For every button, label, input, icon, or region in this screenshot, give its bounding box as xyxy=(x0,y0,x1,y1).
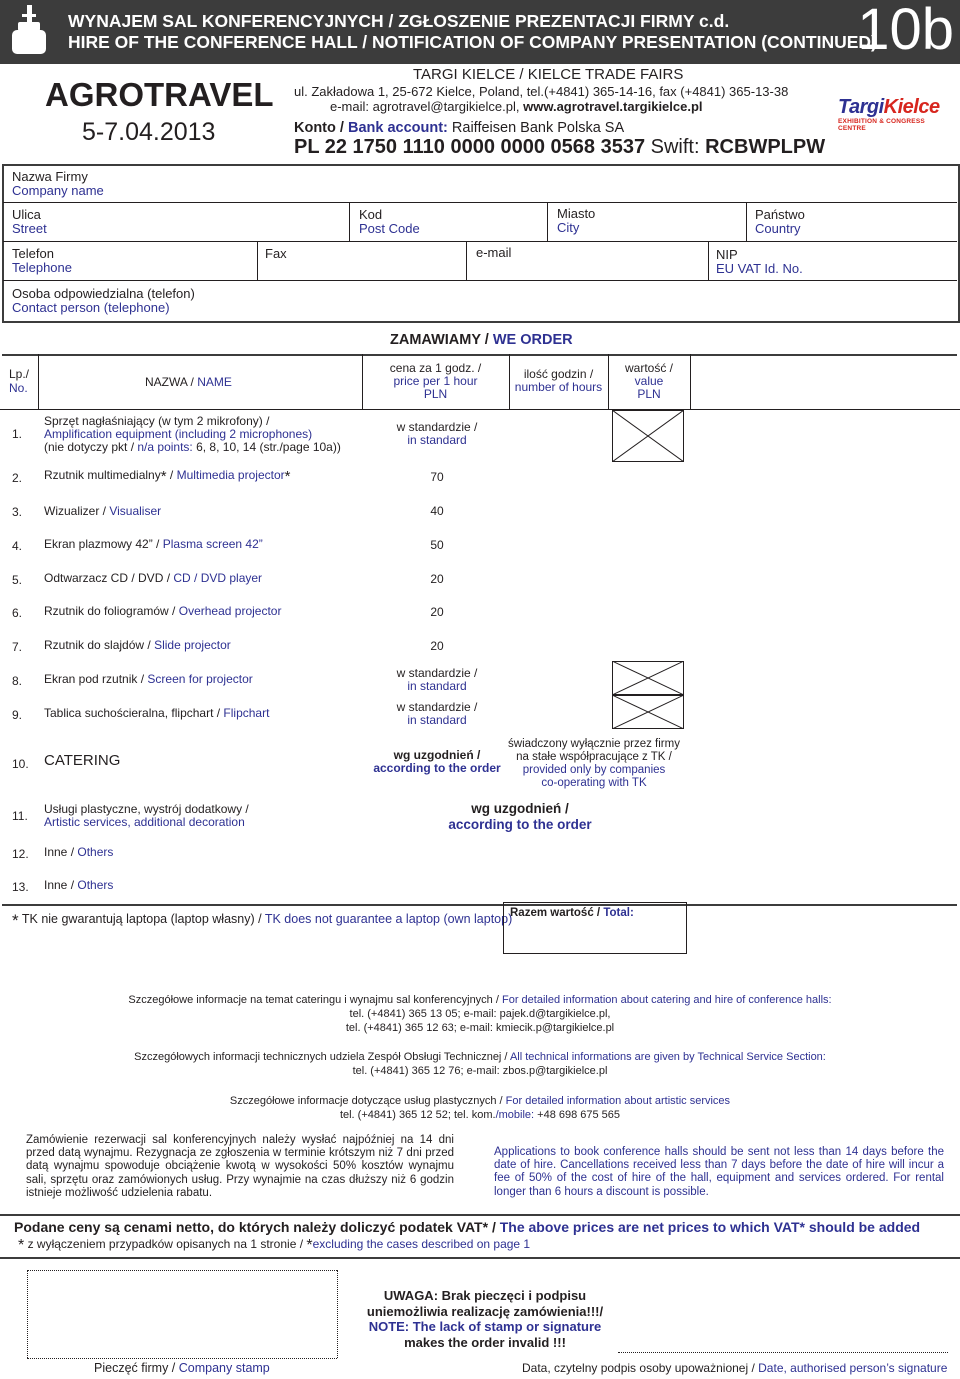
stamp-border xyxy=(337,1270,338,1358)
organizer-address: ul. Zakładowa 1, 25-672 Kielce, Poland, tel.(+4841) 365-14-16, fax (+4841) 365-13-38 xyxy=(294,84,789,99)
row-number: 4. xyxy=(12,539,23,553)
divider xyxy=(746,202,747,241)
row-price: wg uzgodnień / according to the order xyxy=(448,801,592,832)
organizer-contact xyxy=(330,99,703,114)
total-label: Razem wartość / Total: xyxy=(510,907,634,919)
event-dates: 5-7.04.2013 xyxy=(82,118,216,146)
country-field[interactable]: Państwo Country xyxy=(755,207,805,236)
row-number: 9. xyxy=(12,708,23,722)
row-price: 40 xyxy=(430,504,444,518)
column-no: Lp./ No. xyxy=(9,367,30,395)
header-title-en: HIRE OF THE CONFERENCE HALL / NOTIFICATION OF COMPANY PRESENTATION (CONTINUED) xyxy=(68,32,877,52)
row-price: 20 xyxy=(430,605,444,619)
row-name: Ekran plazmowy 42” / Plasma screen 42” xyxy=(44,537,263,551)
row-price: 70 xyxy=(430,470,444,484)
account-label-pl: Konto / xyxy=(294,120,348,136)
row-price: w standardzie / in standard xyxy=(396,420,478,447)
row-number: 10. xyxy=(12,757,29,771)
divider xyxy=(3,241,957,242)
technical-info: Szczegółowych informacji technicznych udziela Zespół Obsługi Technicznej / All technical informations are given by Technical Service Section: tel. (+4841) 365 12 76; e-mail: zbos.p@targikielce.pl xyxy=(134,1051,826,1077)
divider xyxy=(38,354,39,409)
vat-note: Podane ceny są cenami netto, do których należy doliczyć podatek VAT* / The above prices are net prices to which VAT* should be added xyxy=(14,1219,921,1235)
company-stamp-area[interactable] xyxy=(28,1271,336,1357)
divider xyxy=(257,241,258,280)
telephone-field[interactable]: Telefon Telephone xyxy=(12,246,72,275)
organizer-email: e-mail: agrotravel@targikielce.pl, xyxy=(330,99,524,114)
row-name: Rzutnik do foliogramów / Overhead projector xyxy=(44,604,282,618)
vat-exceptions: * z wyłączeniem przypadków opisanych na 1 stronie / *excluding the cases described on page 1 xyxy=(18,1237,531,1254)
organizer-name: TARGI KIELCE / KIELCE TRADE FAIRS xyxy=(413,66,684,83)
page-number: 10b xyxy=(857,0,954,62)
row-number: 1. xyxy=(12,427,23,441)
bank-name: Raiffeisen Bank Polska SA xyxy=(447,120,625,136)
header-title-pl: WYNAJEM SAL KONFERENCYJNYCH / ZGŁOSZENIE PREZENTACJI FIRMY c.d. xyxy=(68,11,730,31)
row-number: 8. xyxy=(12,674,23,688)
column-hours: ilość godzin / number of hours xyxy=(514,367,603,394)
header-bar xyxy=(0,0,960,64)
divider xyxy=(349,202,350,241)
company-stamp-label: Pieczęć firmy / Company stamp xyxy=(94,1361,270,1375)
account-label-en: Bank account: xyxy=(347,120,448,136)
catering-info: Szczegółowe informacje na temat cateringu i wynajmu sal konferencyjnych / For detailed information about catering and hire of conference halls: tel. (+4841) 365 13 05; e-mail: pajek.d@targikielce.pl, tel. (+4841) 365 12 63; e-mail: kmiecik.p@targikielce.pl xyxy=(128,994,832,1034)
row-name: Wizualizer / Visualiser xyxy=(44,504,162,518)
order-title: ZAMAWIAMY / WE ORDER xyxy=(390,332,573,348)
targi-kielce-logo: TargiKielce EXHIBITION & CONGRESS CENTRE xyxy=(838,96,940,132)
divider xyxy=(0,1214,960,1216)
swift-label: Swift: xyxy=(645,136,706,158)
row-price: 20 xyxy=(430,639,444,653)
row-name: Usługi plastyczne, wystrój dodatkowy / Artistic services, additional decoration xyxy=(44,802,249,829)
row-name: Inne / Others xyxy=(44,845,114,859)
fax-field[interactable]: Fax xyxy=(265,246,287,261)
not-applicable-cross-icon xyxy=(612,695,684,729)
email-field[interactable]: e-mail xyxy=(476,245,512,260)
row-name: Odtwarzacz CD / DVD / CD / DVD player xyxy=(44,571,263,585)
account-number-line xyxy=(294,136,825,159)
contact-person-field[interactable]: Osoba odpowiedzialna (telefon) Contact person (telephone) xyxy=(12,286,195,315)
row-number: 11. xyxy=(12,809,28,823)
row-name: Rzutnik multimedialny* / Multimedia projector* xyxy=(44,468,291,485)
row-name: Sprzęt nagłaśniający (w tym 2 mikrofony) / Amplification equipment (including 2 microphones) (nie dotyczy pkt / n/a points: 6, 8, 10, 14 (str./page 10a)) xyxy=(44,414,341,454)
table-header-divider xyxy=(0,409,960,410)
divider xyxy=(708,241,709,280)
stamp-border xyxy=(27,1358,337,1359)
signature-field[interactable] xyxy=(618,1332,948,1352)
vat-id-field[interactable]: NIP EU VAT Id. No. xyxy=(716,247,803,276)
row-number: 6. xyxy=(12,606,23,620)
account-number: PL 22 1750 1110 0000 0000 0568 3537 xyxy=(294,136,646,158)
ink-bottle-icon xyxy=(0,0,62,64)
row-price: w standardzie / in standard xyxy=(396,666,478,693)
company-name-field[interactable]: Nazwa Firmy Company name xyxy=(12,169,104,198)
column-name: NAZWA / NAME xyxy=(145,375,232,389)
row-name: Tablica suchościeralna, flipchart / Flipchart xyxy=(44,706,270,720)
row-number: 13. xyxy=(12,880,29,894)
row-name: Inne / Others xyxy=(44,878,114,892)
not-applicable-cross-icon xyxy=(612,410,684,462)
artistic-info: Szczegółowe informacje dotyczące usług plastycznych / For detailed information about artistic services tel. (+4841) 365 12 52; tel. kom./mobile: +48 698 675 565 xyxy=(229,1095,731,1121)
divider xyxy=(3,280,957,281)
row-number: 3. xyxy=(12,505,23,519)
terms-pl: Zamówienie rezerwacji sal konferencyjnych należy wysłać najpóźniej na 14 dni przed datą wynajmu. Rezygnacja ze zgłoszenia w terminie krótszym niż 7 dni przed datą wynajmu spowoduje obciążenie kwotą w wysokości 50% kosztów wynajmu sali, sprzętu oraz zamówionych usług. Przy wynajmie na czas dłuższy niż 6 godzin istnieje możliwość udzielenia rabatu. xyxy=(26,1134,454,1199)
stamp-warning: UWAGA: Brak pieczęci i podpisu uniemożliwia realizację zamówienia!!!/ NOTE: The lack of stamp or signature makes the order invalid !!! xyxy=(366,1288,604,1350)
row-number: 5. xyxy=(12,573,23,587)
row-price: w standardzie / in standard xyxy=(396,700,478,727)
row-name: Rzutnik do slajdów / Slide projector xyxy=(44,638,231,652)
bank-account-line xyxy=(294,120,624,136)
swift-code: RCBWPLPW xyxy=(705,136,826,158)
divider xyxy=(547,202,548,241)
catering-note: świadczony wyłącznie przez firmy na stałe współpracujące z TK / provided only by companies co-operating with TK xyxy=(508,738,680,789)
row-number: 7. xyxy=(12,640,23,654)
post-code-field[interactable]: Kod Post Code xyxy=(359,207,420,236)
laptop-footnote: * TK nie gwarantują laptopa (laptop własny) / TK does not guarantee a laptop (own laptop) xyxy=(12,911,513,930)
not-applicable-cross-icon xyxy=(612,661,684,695)
row-price: 50 xyxy=(430,538,444,552)
row-price: 20 xyxy=(430,572,444,586)
divider xyxy=(3,202,957,203)
divider xyxy=(690,354,691,409)
event-name: AGROTRAVEL xyxy=(45,76,274,113)
signature-label: Data, czytelny podpis osoby upoważnionej / Date, authorised person’s signature xyxy=(522,1361,948,1375)
row-number: 2. xyxy=(12,471,23,485)
row-name: CATERING xyxy=(44,752,121,769)
terms-en: Applications to book conference halls should be sent not less than 14 days before the date of hire. Cancellations received less than 7 days before the date of hire will incur a fee of 50% of the cost of hire of the hall, equipment and services ordered. For rental longer than 6 hours a discount is possible. xyxy=(494,1146,944,1198)
column-price: cena za 1 godz. / price per 1 hour PLN xyxy=(389,361,482,401)
divider xyxy=(466,241,467,280)
city-field[interactable]: Miasto City xyxy=(557,206,596,235)
signature-line xyxy=(618,1352,948,1353)
street-field[interactable]: Ulica Street xyxy=(12,207,47,236)
row-name: Ekran pod rzutnik / Screen for projector xyxy=(44,672,253,686)
column-value: wartość / value PLN xyxy=(624,361,673,401)
row-number: 12. xyxy=(12,847,29,861)
row-price: wg uzgodnień / according to the order xyxy=(373,748,501,775)
organizer-website[interactable]: www.agrotravel.targikielce.pl xyxy=(523,99,703,114)
divider xyxy=(0,1257,960,1259)
